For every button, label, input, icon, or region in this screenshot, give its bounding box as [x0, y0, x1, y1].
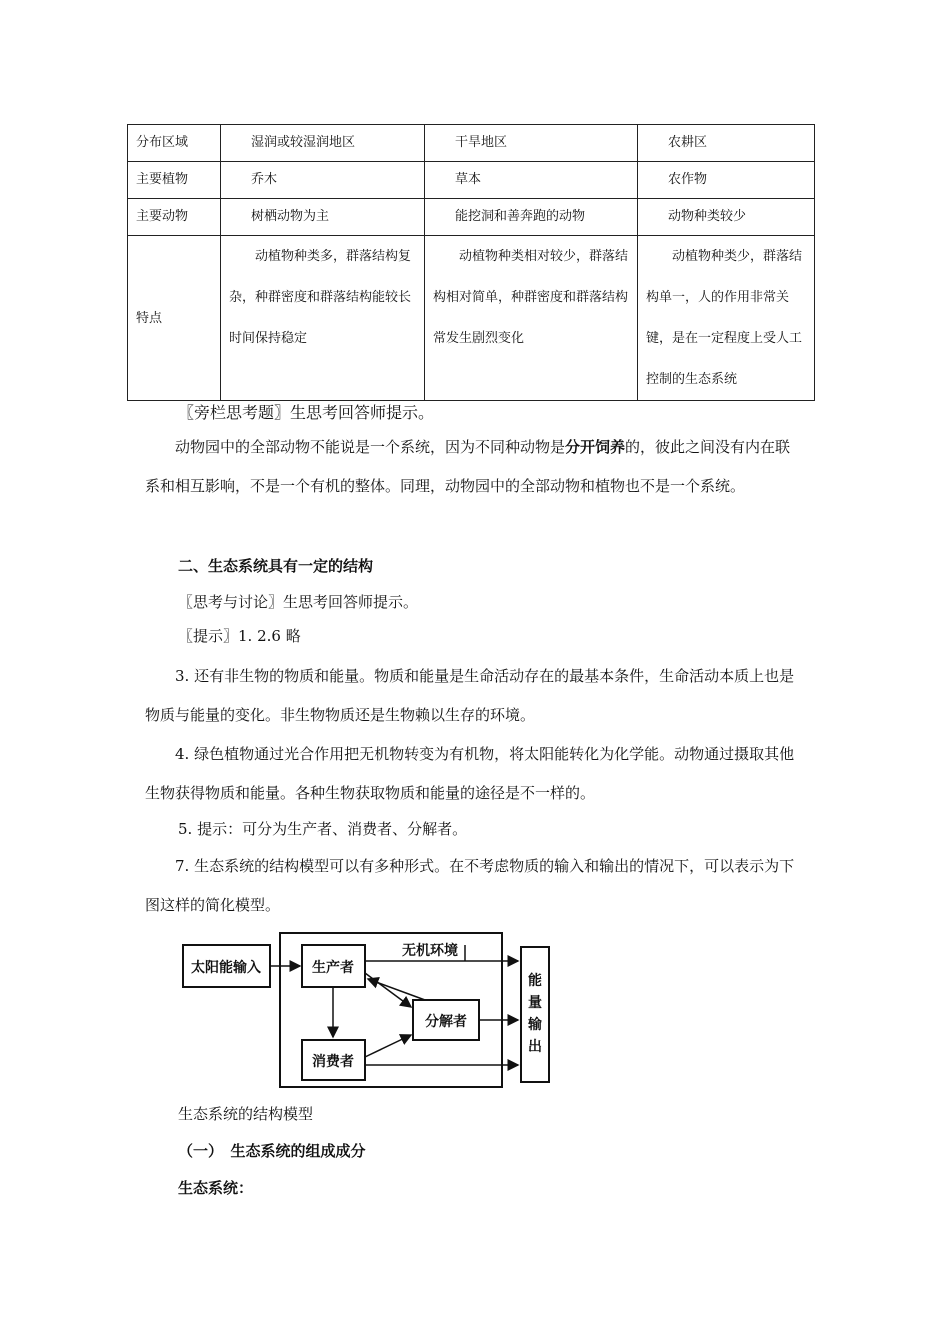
item-3: [145, 657, 805, 735]
table-cell: 农耕区: [638, 125, 815, 162]
subsection-heading-text: （一） 生态系统的组成成分: [178, 1142, 366, 1160]
table-cell: 乔木: [221, 162, 425, 199]
ecosystem-comparison-table: [127, 124, 815, 401]
arrow-producer-decomposer: [365, 973, 411, 1007]
subsection-heading: [178, 1140, 366, 1161]
item-5: 5. 提示：可分为生产者、消费者、分解者。: [178, 820, 468, 838]
table-cell: 分布区域: [128, 125, 221, 162]
table-cell: 动植物种类少，群落结构单一，人的作用非常关键，是在一定程度上受人工控制的生态系统: [638, 236, 815, 401]
item-text: 7. 生态系统的结构模型可以有多种形式。在不考虑物质的输入和输出的情况下，可以表示为下图这样的简化模型。: [145, 857, 795, 914]
paragraph-zoo: [145, 428, 805, 506]
table-cell: 动植物种类相对较少，群落结构相对简单，种群密度和群落结构常发生剧烈变化: [425, 236, 638, 401]
section-heading-text: 二、生态系统具有一定的结构: [178, 557, 374, 575]
energy-output-box: [521, 947, 549, 1082]
energy-output-char: 能: [528, 973, 542, 989]
table-row: [128, 236, 815, 401]
table-cell: 主要动物: [128, 199, 221, 236]
table-cell: 农作物: [638, 162, 815, 199]
consumer-label: 消费者: [312, 1054, 354, 1070]
para-text: 动物园中的全部动物不能说是一个系统，因为不同种动物是: [175, 438, 566, 456]
arrow-consumer-decomposer: [365, 1035, 411, 1057]
ecosystem-structure-diagram: [175, 925, 560, 1095]
subsection-label-text: 生态系统：: [178, 1179, 254, 1197]
bold-term: 分开饲养: [565, 438, 626, 456]
para-text: 的，彼此之间没有内在联系和相互影响，不是一个有机的整体。同理，动物园中的全部动物和植物也不是一个系统。: [145, 438, 791, 495]
hint-line: 〖提示〗1. 2.6 略: [178, 627, 301, 645]
discussion-note: 〖思考与讨论〗生思考回答师提示。: [178, 593, 419, 611]
sidebar-note: 〖旁栏思考题〗生思考回答师提示。: [178, 403, 435, 422]
inorganic-env-label: 无机环境: [402, 943, 458, 959]
subsection-label: [178, 1177, 253, 1198]
table-row: [128, 162, 815, 199]
item-4: [145, 735, 805, 813]
table-cell: 干旱地区: [425, 125, 638, 162]
table-row: [128, 199, 815, 236]
table-cell: 主要植物: [128, 162, 221, 199]
figure-caption: 生态系统的结构模型: [178, 1105, 314, 1123]
table-cell: 动植物种类多，群落结构复杂，种群密度和群落结构能较长时间保持稳定: [221, 236, 425, 401]
producer-label: 生产者: [312, 960, 354, 976]
table-cell: 能挖洞和善奔跑的动物: [425, 199, 638, 236]
item-text: 3. 还有非生物的物质和能量。物质和能量是生命活动存在的最基本条件，生命活动本质上也是物质与能量的变化。非生物物质还是生物赖以生存的环境。: [145, 667, 795, 724]
table-cell: 特点: [128, 236, 221, 401]
decomposer-label: 分解者: [425, 1014, 467, 1030]
solar-input-label: 太阳能输入: [191, 960, 261, 976]
table-cell: 草本: [425, 162, 638, 199]
item-7: [145, 847, 805, 925]
energy-output-char: 量: [528, 995, 542, 1011]
item-text: 4. 绿色植物通过光合作用把无机物转变为有机物，将太阳能转化为化学能。动物通过摄取其他生物获得物质和能量。各种生物获取物质和能量的途径是不一样的。: [145, 745, 795, 802]
table-cell: 湿润或较湿润地区: [221, 125, 425, 162]
table-cell: 树栖动物为主: [221, 199, 425, 236]
section-heading: [178, 555, 373, 576]
table-cell: 动物种类较少: [638, 199, 815, 236]
table-row: [128, 125, 815, 162]
energy-output-char: 出: [528, 1039, 542, 1055]
energy-output-char: 输: [528, 1017, 542, 1033]
